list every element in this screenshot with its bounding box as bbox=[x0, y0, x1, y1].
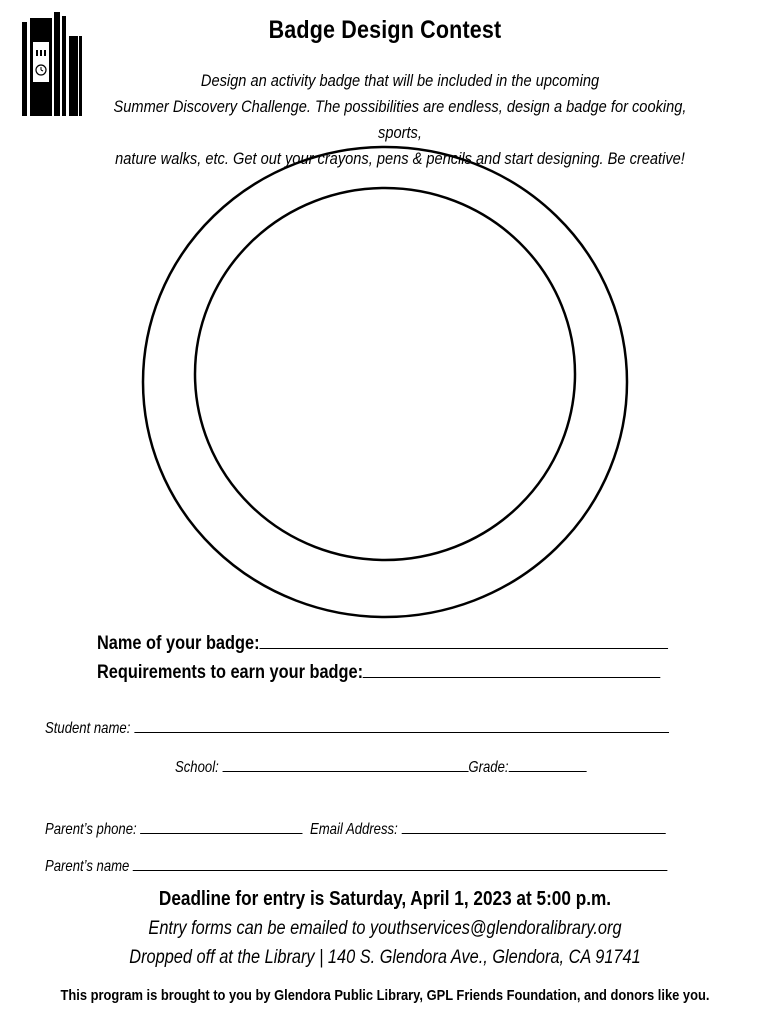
intro-line: nature walks, etc. Get out your crayons, pens & pencils and start designing. Be creative! bbox=[115, 149, 685, 168]
student-name-line[interactable] bbox=[134, 718, 669, 733]
badge-outer-circle bbox=[143, 147, 627, 617]
grade-label: Grade: bbox=[468, 759, 509, 776]
requirements-label: Requirements to earn your badge: bbox=[97, 662, 364, 683]
student-name-field[interactable] bbox=[45, 718, 669, 738]
requirements-field[interactable] bbox=[97, 662, 661, 684]
school-field[interactable] bbox=[175, 757, 586, 777]
badge-inner-circle bbox=[195, 188, 575, 560]
parent-contact-field[interactable] bbox=[45, 819, 665, 839]
requirements-line[interactable] bbox=[363, 663, 661, 678]
parent-name-field[interactable] bbox=[45, 856, 668, 876]
grade-line[interactable] bbox=[509, 757, 587, 772]
badge-name-label: Name of your badge: bbox=[97, 633, 260, 654]
parent-phone-line[interactable] bbox=[140, 819, 302, 834]
page-title: Badge Design Contest bbox=[268, 16, 502, 44]
email-label: Email Address: bbox=[309, 821, 398, 838]
badge-drawing-area[interactable] bbox=[140, 144, 630, 620]
school-line[interactable] bbox=[222, 757, 468, 772]
intro-line: Summer Discovery Challenge. The possibilities are endless, design a badge for cooking, sports, bbox=[113, 97, 687, 142]
intro-line: Design an activity badge that will be included in the upcoming bbox=[200, 71, 600, 90]
parent-phone-label: Parent’s phone: bbox=[45, 821, 137, 838]
entry-email-text: Entry forms can be emailed to youthservices@glendoralibrary.org bbox=[148, 918, 622, 939]
badge-name-line[interactable] bbox=[260, 634, 669, 649]
dropoff-text: Dropped off at the Library | 140 S. Glendora Ave., Glendora, CA 91741 bbox=[129, 947, 641, 968]
deadline-text: Deadline for entry is Saturday, April 1, 2023 at 5:00 p.m. bbox=[158, 888, 612, 910]
badge-name-field[interactable] bbox=[97, 633, 668, 655]
parent-name-line[interactable] bbox=[133, 856, 668, 871]
school-label: School: bbox=[175, 759, 219, 776]
email-line[interactable] bbox=[401, 819, 665, 834]
student-name-label: Student name: bbox=[45, 720, 131, 737]
parent-name-label: Parent’s name bbox=[45, 858, 130, 875]
footer-sponsor-text: This program is brought to you by Glendora Public Library, GPL Friends Foundation, and donors like you. bbox=[60, 987, 710, 1004]
